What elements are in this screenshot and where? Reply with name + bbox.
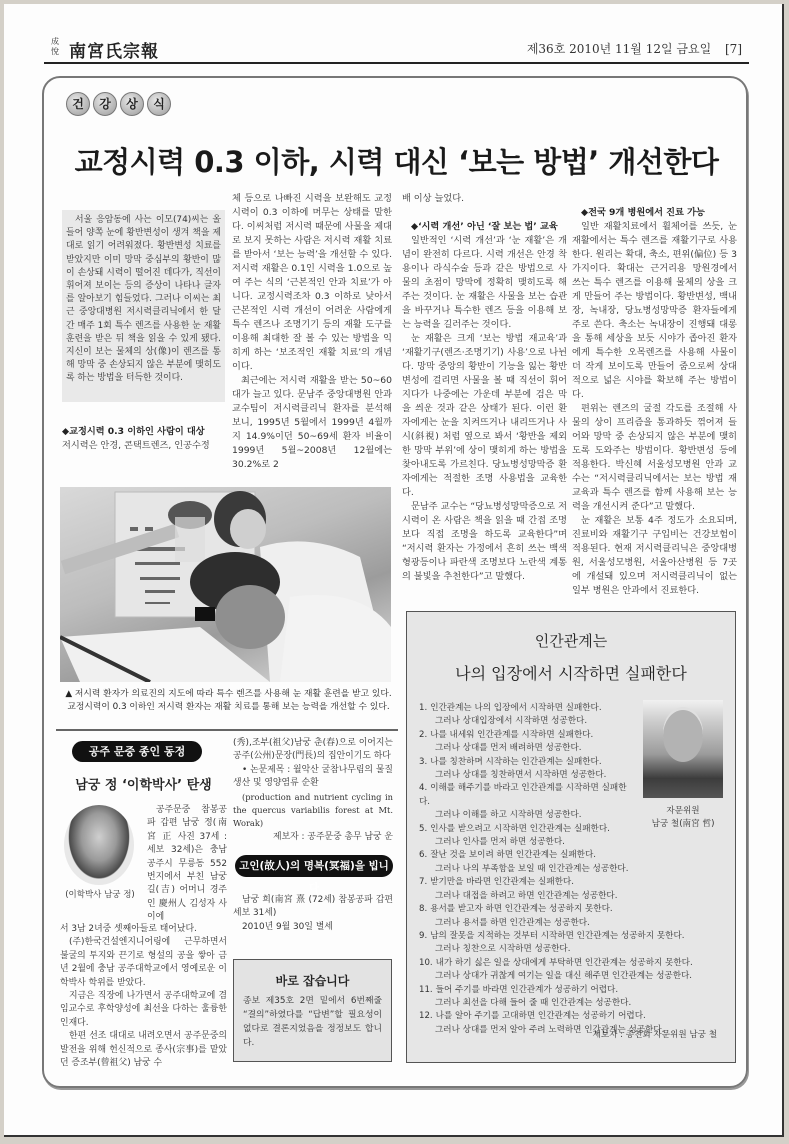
relations-item xyxy=(419,930,729,957)
col4-para: 일반 재활치료에서 휠체어를 쓰듯, 눈 재활에서는 특수 렌즈를 재활기구로 사용한다. 원리는 확대, 축소, 편위(偏位) 등 3가지이다. 확대는 근거리용 망원경에서 쓰는 특수 렌즈를 이용해 물체의 상을 크게 만들어 주는 방법이다. 황반변성, 백내장, 녹내장, 당뇨병성망막증 환자들에게 주로 쓴다. 축소는 녹내장이 진행돼 대롱을 통해 세상을 보듯 시야가 좁아진 환자에게 특수한 오목렌즈를 사용해 사물이 더 작게 보이도록 만들어 줌으로써 상대적으로 넓은 시야를 확보해 주는 방법이다. xyxy=(572,221,737,400)
lead-box xyxy=(62,210,225,402)
relations-item-number: 6. xyxy=(419,850,428,861)
portrait-caption: (이학박사 남궁 정) xyxy=(65,890,135,900)
relations-item xyxy=(419,984,729,1011)
relations-item-statement xyxy=(419,782,634,809)
portrait-nam-jung xyxy=(64,805,134,885)
badge-char: 건 xyxy=(66,92,90,116)
relations-item-text: 이해를 해주기를 바라고 인간관계를 시작하면 실패한다. xyxy=(419,783,627,807)
col2-para: 최근에는 저시력 재활을 받는 50~60대가 늘고 있다. 문남주 중앙대병원 안과 교수팀이 저시력클리닉 환자를 분석해 보니, 1995년 5월에서 1999년 4월까지 14.9%이던 50~69세 환자 비율이 1999년 5월~2008년 12월에는 30.2%로 2 xyxy=(232,375,392,470)
relations-item-counter: 그러나 칭찬으로 시작하면 성공한다. xyxy=(435,944,571,955)
col1-text: 저시력은 안경, 콘택트렌즈, 인공수정 xyxy=(62,440,210,451)
relations-item-counter: 그러나 최선을 다해 들어 줄 때 인간관계는 성공한다. xyxy=(435,997,632,1008)
relations-item-text: 남의 잘못을 지적하는 것부터 시작하면 인간관계는 성공하지 못한다. xyxy=(430,930,685,941)
portrait-nam-cheol xyxy=(643,700,723,798)
col1-subhead: ◆교정시력 0.3 이하인 사람이 대상 xyxy=(62,426,205,437)
col3 xyxy=(402,192,567,584)
relations-item-statement xyxy=(419,729,634,742)
clan-news-beside-photo xyxy=(147,804,227,925)
relations-item-counter: 그러나 상대가 귀찮게 여기는 일을 대신 해주면 인간관계는 성공한다. xyxy=(435,971,693,982)
relations-item xyxy=(419,903,634,930)
photo-caption-line: 교정시력이 0.3 이하인 저시력 환자는 재활 치료를 통해 보는 능력을 개선할 수 있다. xyxy=(67,702,390,712)
col3-para: 눈 재활은 크게 ‘보는 방법 재교육’과 ‘재활기구(렌즈·조명기기) 사용’으로 나뉜다. 망막 중앙의 황반이 기능을 잃는 황반변성에 걸리면 사물을 볼 때 직선이 휘어지다가 나중에는 가운데 부분에 검은 막을 씌운 것과 같은 상태가 된다. 이런 환자에게는 눈을 치켜뜨거나 내리뜨거나 사시(斜視) 처럼 옆으로 봐서 ‘황반을 제외한 망막 부위’에 상이 맺히게 하는 방법을 찾아내도록 가르친다. 당뇨병성망막증 환자에게는 적절한 조명 사용법을 교육한다. xyxy=(402,333,567,498)
relations-item xyxy=(419,702,634,729)
issue-info xyxy=(527,40,742,57)
col4-subhead: ◆전국 9개 병원에서 진료 가능 xyxy=(581,207,705,218)
relations-item-text: 용서를 받고자 하면 인간관계는 성공하지 못한다. xyxy=(430,904,613,915)
newspaper-page xyxy=(4,4,784,1137)
clan-news-title: 남궁 정 ‘이학박사’ 탄생 xyxy=(75,778,212,793)
portrait-caption-name: 남궁 철(南宮 哲) xyxy=(651,819,715,829)
relations-item-text: 인간관계는 나의 입장에서 시작하면 실패한다. xyxy=(430,703,602,713)
relations-item-statement xyxy=(419,984,729,997)
relations-item-statement xyxy=(419,876,634,889)
clan-news-para: 서 3남 2녀중 셋째아들로 태어났다. xyxy=(60,924,197,934)
relations-item-statement xyxy=(419,930,729,943)
relations-item xyxy=(419,756,634,783)
correction-text: 종보 제35호 2면 밑에서 6번째줄 “결의”하였다를 “답변”할 필요성이 없다로 결론지었음을 정정보도 합니다. xyxy=(243,996,382,1048)
portrait-caption-title: 자문위원 xyxy=(666,806,700,816)
badge-char: 식 xyxy=(147,92,171,116)
clan-news-continued xyxy=(233,737,393,844)
masthead: 南宮氏宗報 xyxy=(69,42,159,62)
relations-item-text: 내가 하기 싫은 일을 상대에게 부탁하면 인간관계는 성공하지 못한다. xyxy=(435,957,693,968)
clan-news-para: 지금은 직장에 나가면서 공주대학교에 겸임교수로 후학양성에 최선을 다하는 훌륭한 인재다. xyxy=(60,991,227,1028)
relations-item-text: 나를 알아 주기를 고대하면 인간관계는 성공하기 어렵다. xyxy=(435,1011,646,1022)
relations-item xyxy=(419,782,634,822)
thesis-title-en: (production and nutrient cycling in the quercus variabilis forest at Mt. Worak) xyxy=(233,791,393,829)
badge-char: 강 xyxy=(93,92,117,116)
relations-item-number: 5. xyxy=(419,823,428,834)
thesis-title: • 논문제목 : 월악산 굴참나무림의 물질생산 및 영양염류 순환 xyxy=(233,764,393,789)
relations-item-text: 나를 내세워 인간관계를 시작하면 실패한다. xyxy=(430,729,594,740)
photo-illustration xyxy=(60,487,391,682)
relations-reporter: 제보자 : 종친회 자문위원 남궁 철 xyxy=(592,1030,717,1040)
relations-item-counter: 그러나 인사를 먼저 하면 성공한다. xyxy=(435,837,565,848)
correction-box xyxy=(233,959,392,1062)
relations-item xyxy=(419,957,729,984)
col4-para: 편위는 렌즈의 굴절 각도를 조절해 사물의 상이 프리즘을 통과하듯 꺾어져 들어와 망막 중 손상되지 않은 부분에 맺히도록 도와주는 방법이다. 황반변성 등에 적용한다. 박신혜 서울성모병원 안과 교수는 “저시력클리닉에서는 보는 방법 재교육과 특수 렌즈를 함께 사용해 보는 능력을 개선시켜 준다”고 말했다. xyxy=(572,403,737,512)
relations-item-statement xyxy=(419,702,634,715)
obituary-line: 남궁 희(南宮 熹 (72세) 참봉공파 갑편 세보 31세) xyxy=(233,895,393,919)
relations-item-number: 1. xyxy=(419,703,428,713)
obituary-pill: 고인(故人)의 명복(冥福)을 빕니다 xyxy=(235,855,393,877)
col3-intro: 배 이상 늘었다. xyxy=(402,193,465,204)
relations-item-counter: 그러나 용서를 하면 인간관계는 성공한다. xyxy=(435,917,590,928)
relations-item-text: 잘난 것을 보이려 하면 인간관계는 실패한다. xyxy=(430,850,597,861)
relations-item-statement xyxy=(419,957,729,970)
portrait-caption xyxy=(633,805,733,831)
col3-para: 일반적인 ‘시력 개선’과 ‘눈 재활’은 개념이 완전히 다르다. 시력 개선은 안경 착용이나 라식수술 등과 같은 방법으로 사물의 초점이 망막에 정확히 맺히도록 해 주는 것이다. 눈 재활은 사물을 보는 습관을 바꾸거나 특수한 렌즈 등을 이용해 보는 능력을 길러주는 것이다. xyxy=(402,235,567,330)
clan-news-reporter: 제보자 : 공주문중 총무 남궁 운 xyxy=(273,831,393,842)
relations-item-number: 2. xyxy=(419,729,428,740)
relations-item-text: 받기만을 바라면 인간관계는 실패한다. xyxy=(430,877,574,888)
col3-para: 문남주 교수는 “당뇨병성망막증으로 저시력이 온 사람은 책을 읽을 때 간접 조명보다 직접 조명을 하도록 교육한다”며 “저시력 환자는 가정에서 흔히 쓰는 백색 형광등이나 파란색 조명보다 노란색 계통의 불빛을 추천한다”고 말했다. xyxy=(402,501,567,582)
relations-item-statement xyxy=(419,1010,729,1023)
col2 xyxy=(232,192,392,472)
relations-item-statement xyxy=(419,823,634,836)
relations-item-number: 7. xyxy=(419,877,428,888)
relations-item-counter: 그러나 상대를 칭찬하면서 시작하면 성공한다. xyxy=(435,770,607,781)
clan-news-para: (주)한국건설엔지니어링에 근무하면서 불굴의 투지와 끈기로 형설의 공을 쌓아 금년 2월에 충남 공주대학교에서 영예로운 이학박사 학위를 받았다. xyxy=(60,937,227,988)
section-divider xyxy=(56,729,398,731)
relations-item-number: 10. xyxy=(419,957,433,968)
relations-item-statement xyxy=(419,849,634,862)
col2-para: 체 등으로 나빠진 시력을 보완해도 교정시력이 0.3 이하에 머무는 상태를 말한다. 이씨처럼 저시력 때문에 사물을 제대로 보지 못하는 사람은 저시력 재활 치료를 받아서 ‘보는 능력’을 개선할 수 있다. 저시력 재활은 0.1인 시력을 1.0으로 높여 주는 식의 ‘근본적인 안과 치료’가 아니다. 교정시력조차 0.3 이하로 낮아서 근본적인 시력 개선이 어려운 사람에게 특수 렌즈나 조명기기 등의 재활 도구를 이용해 최대한 잘 볼 수 있는 방법을 익히게 하는 ‘보조적인 재활 치료’의 개념이다. xyxy=(232,193,392,372)
relations-title-1: 인간관계는 xyxy=(534,632,608,650)
relations-item xyxy=(419,823,634,850)
relations-item-number: 12. xyxy=(419,1011,433,1022)
clan-news-para: 한편 선조 대대로 내려오면서 공주문중의 발전을 위해 헌신적으로 종사(宗事)를 맡았던 증조부(曾祖父) 남궁 수 xyxy=(60,1031,227,1069)
relations-item-number: 4. xyxy=(419,783,428,794)
photo-caption xyxy=(56,688,401,714)
obituary xyxy=(233,894,393,934)
col1-subsection xyxy=(62,425,225,453)
badge-char: 상 xyxy=(120,92,144,116)
obituary-date: 2010년 9월 30일 별세 xyxy=(242,921,333,932)
relations-item-text: 인사를 받으려고 시작하면 인간관계는 실패한다. xyxy=(430,823,610,834)
relations-item xyxy=(419,876,634,903)
section-badge xyxy=(66,92,171,116)
relations-box xyxy=(406,611,736,1063)
clan-news-continued-text: (秀),조부(祖父)남궁 춘(春)으로 이어지는 공주(公州)문장(門長)의 집안이기도 하다 xyxy=(233,738,393,762)
clan-news-body xyxy=(60,923,227,1070)
lead-text: 서울 응암동에 사는 이모(74)씨는 올들어 양쪽 눈에 황반변성이 생겨 책을 제대로 읽기 어려워졌다. 황반변성 치료를 받았지만 이미 망막 중심부의 황반이 많이 손상돼 시력이 떨어진 데다가, 직선이 휘어져 보이는 등의 증상이 나타나 글자를 알아보기 힘들었다. 그러나 이씨는 최근 중앙대병원 저시력클리닉에서 한 달간 매주 1회 특수 렌즈를 사용한 눈 재활 훈련을 받은 뒤 책을 읽을 수 있게 됐다. 지신이 보는 물체의 상(像)이 렌즈를 통해 망막 중 손상되지 않은 부분에 맺히도록 하는 방법을 터득한 것이다. xyxy=(66,215,221,384)
relations-item-statement xyxy=(419,756,634,769)
relations-title-2: 나의 입장에서 시작하면 실패한다 xyxy=(455,664,687,683)
relations-item xyxy=(419,729,634,756)
relations-item-number: 11. xyxy=(419,984,433,995)
clan-news-pill: 공주 문중 종인 동정 xyxy=(72,741,202,762)
relations-item-number: 9. xyxy=(419,930,428,941)
col4 xyxy=(572,206,737,598)
col3-subhead: ◆‘시력 개선’ 아닌 ‘잘 보는 법’ 교육 xyxy=(411,221,558,232)
headline: 교정시력 0.3 이하, 시력 대신 ‘보는 방법’ 개선한다 xyxy=(74,145,719,179)
article-photo xyxy=(60,487,391,682)
photo-caption-line: ▲ 저시력 환자가 의료진의 지도에 따라 특수 렌즈를 사용해 눈 재활 훈련을 받고 있다. xyxy=(65,689,392,699)
page-number: [7] xyxy=(725,42,742,56)
relations-item-counter: 그러나 대접을 하려고 하면 인간관계는 성공한다. xyxy=(435,890,618,901)
col4-para: 눈 재활은 보통 4주 정도가 소요되며, 진료비와 재활기구 구입비는 건강보험이 적용된다. 현재 저시력클리닉은 중앙대병원, 서울성모병원, 서울아산병원 등 7곳에 개설돼 있으며 저시력클리닉이 없는 일부 병원은 안과에서 진료한다. xyxy=(572,515,737,596)
relations-item-counter: 그러나 상대입장에서 시작하면 성공한다. xyxy=(435,716,588,727)
header-rule xyxy=(44,62,749,64)
clan-news-text: 공주문중 참봉공파 갑편 남궁 정(南宮 正 사진 37세 : 세보 32세)은 충남 공주시 무릉동 552번지에서 부친 남궁 길(吉) 어머니 경주인 慶州人 김성자 사이에 xyxy=(147,805,227,923)
relations-item-counter: 그러나 이해를 하고 시작하면 성공한다. xyxy=(435,810,582,821)
relations-item-statement xyxy=(419,903,634,916)
correction-title: 바로 잡습니다 xyxy=(275,974,350,988)
relations-item-text: 들어 주기를 바라면 인간관계가 성공하기 어렵다. xyxy=(435,984,619,995)
relations-item-number: 8. xyxy=(419,904,428,915)
relations-item-text: 나를 칭찬하며 시작하는 인간관계는 실패한다. xyxy=(430,756,602,767)
issue-date: 제36호 2010년 11월 12일 금요일 xyxy=(526,42,712,56)
masthead-small-chars: 成悅 xyxy=(51,37,59,56)
relations-item xyxy=(419,849,634,876)
relations-item-counter: 그러나 상대를 먼저 알아 주려 노력하면 인간관계는 성공한다. xyxy=(435,1024,665,1035)
relations-item-number: 3. xyxy=(419,756,428,767)
relations-item-counter: 그러나 나의 부족함을 보일 때 인간관계는 성공한다. xyxy=(435,863,629,874)
relations-item-counter: 그러나 상대를 먼저 배려하면 성공한다. xyxy=(435,743,582,754)
